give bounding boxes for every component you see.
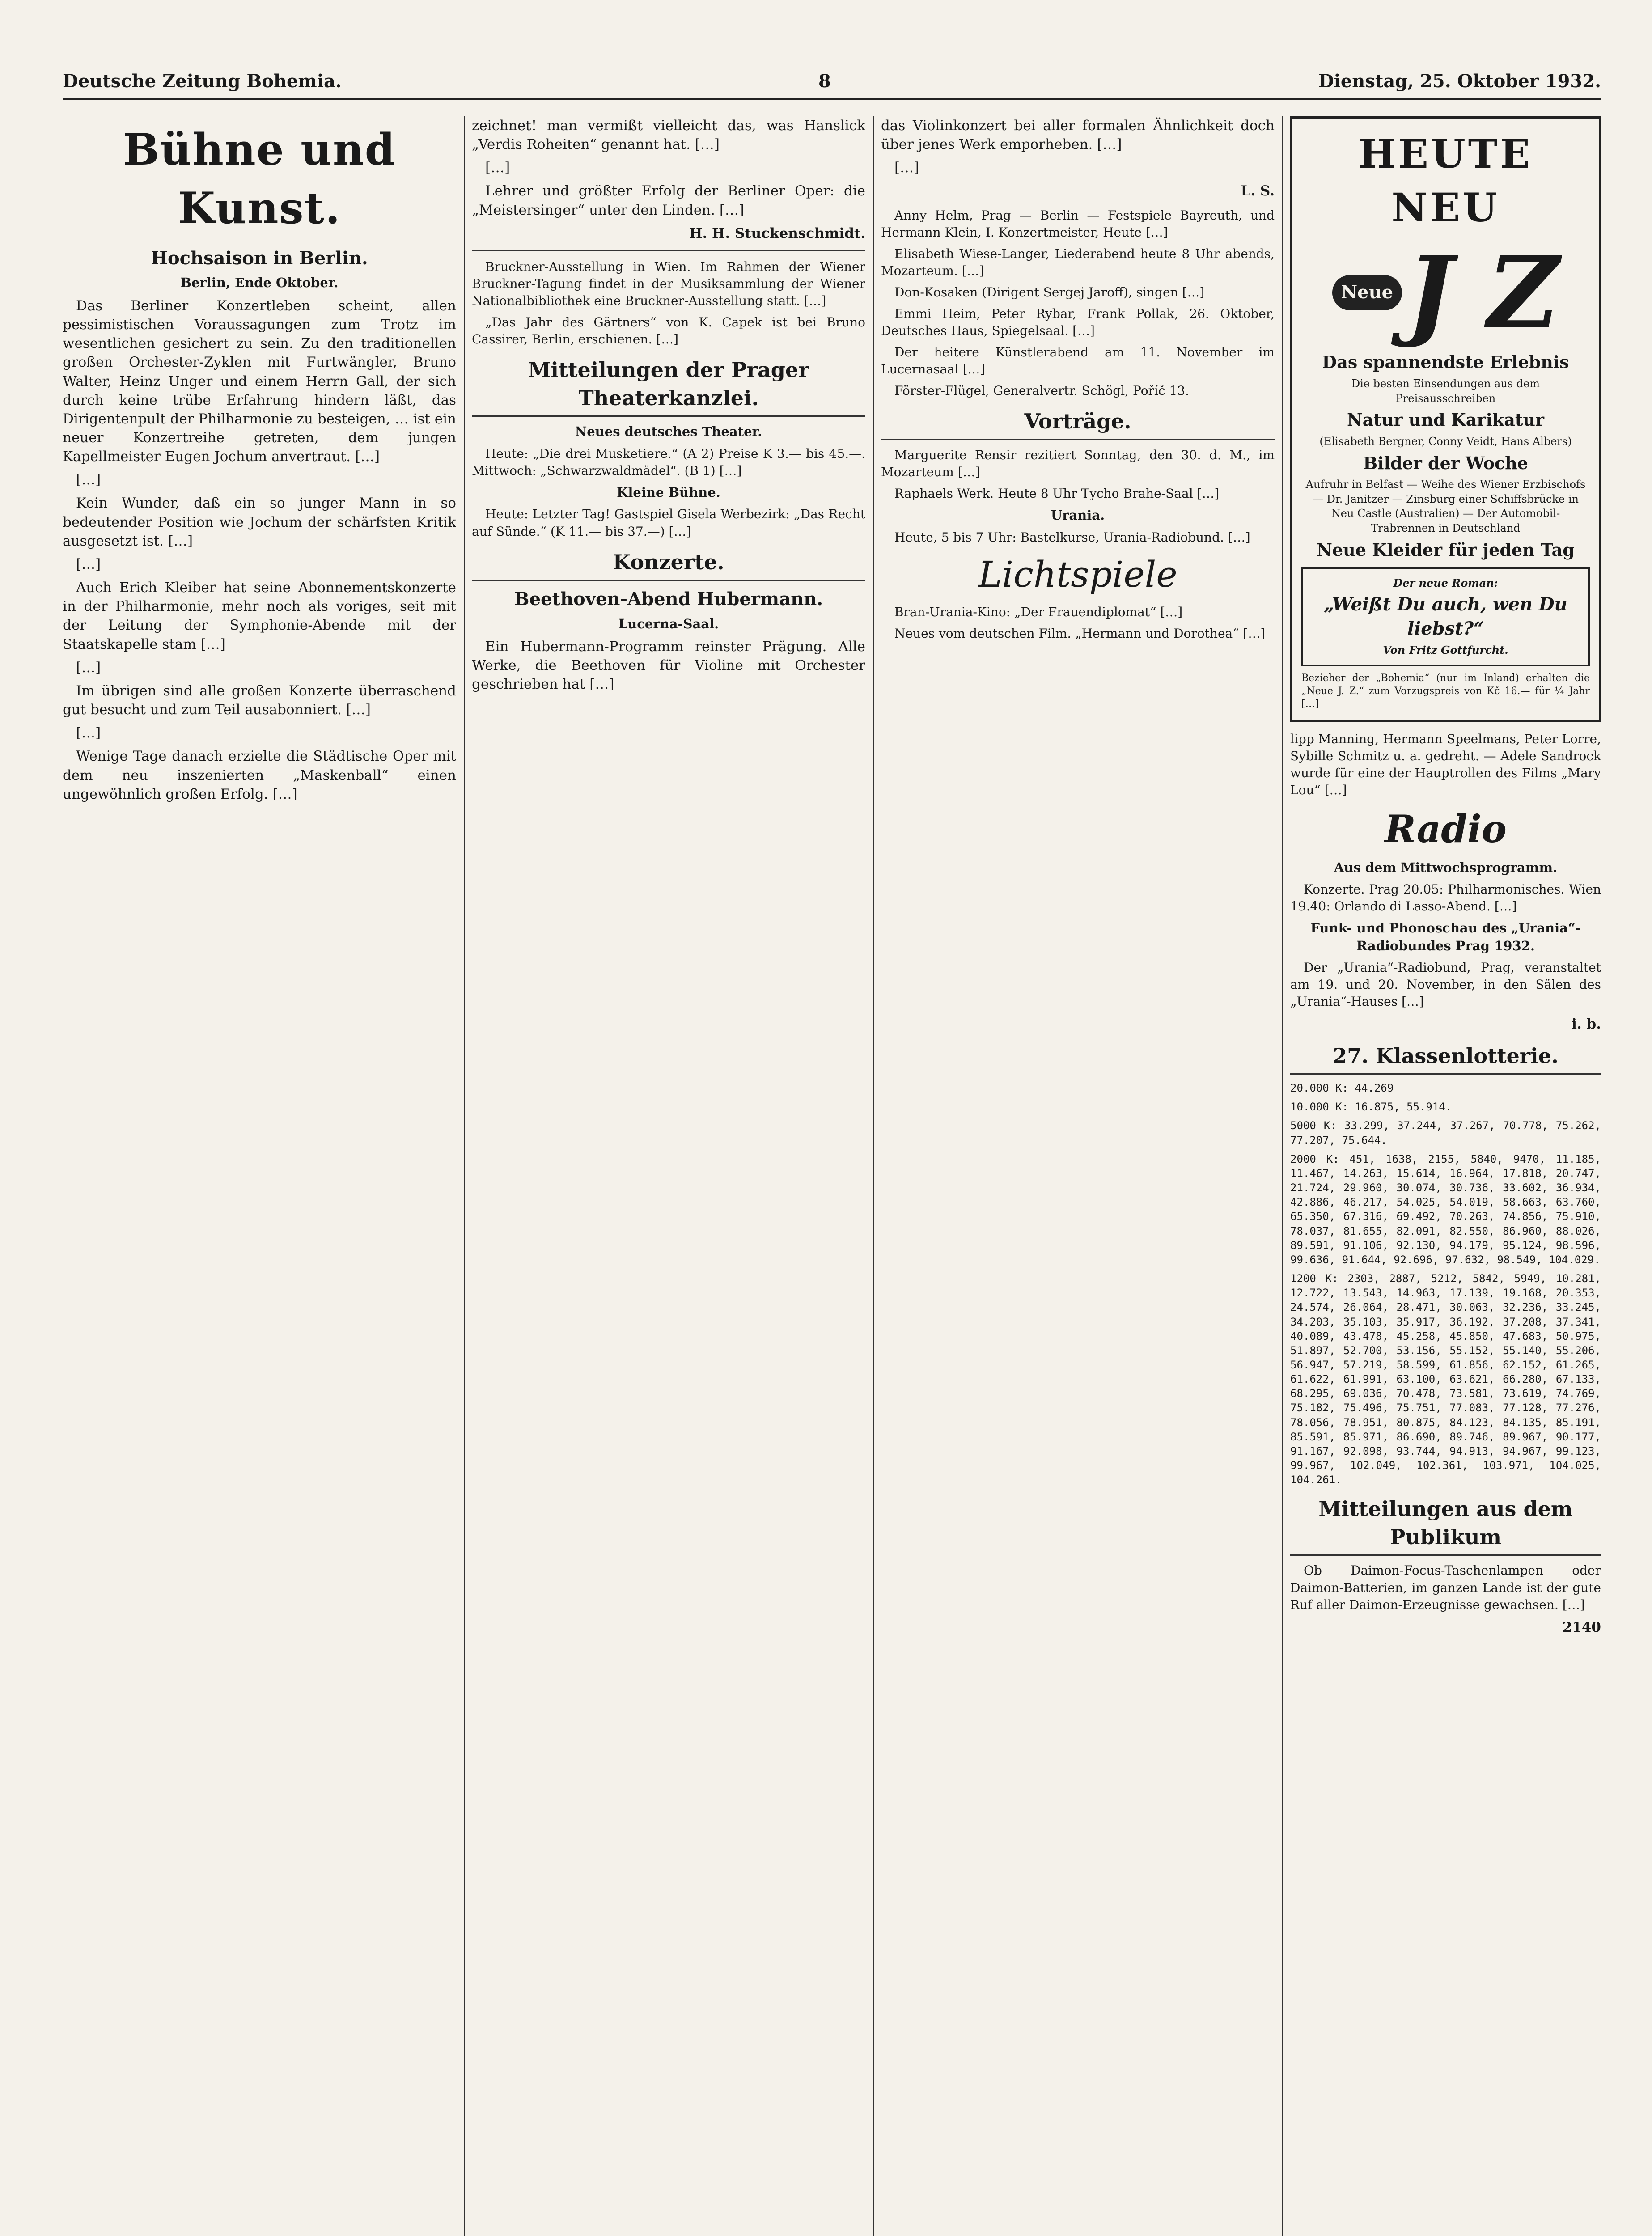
article-dateline: Berlin, Ende Oktober. [180,275,339,291]
ad-fine-print: Bezieher der „Bohemia“ (nur im Inland) erhalten die „Neue J. Z.“ zum Vorzugspreis von Kč 16.— für ¼ Jahr […] [1301,673,1590,710]
kleine-buehne-heading: Kleine Bühne. [617,485,720,500]
article-paragraph: […] [894,160,919,176]
ad-feature: Natur und Karikatur [1347,410,1545,430]
kleine-buehne-program: Heute: Letzter Tag! Gastspiel Gisela Werbezirk: „Das Recht auf Sünde.“ (K 11.— bis 37.—) […] [472,507,865,539]
page-header [63,67,1601,100]
article-paragraph: Im übrigen sind alle großen Konzerte überraschend gut besucht und zum Teil ausabonniert. […] [63,682,456,718]
theater-subheading: Neues deutsches Theater. [575,424,762,440]
notice: Elisabeth Wiese-Langer, Liederabend heute 8 Uhr abends, Mozarteum. […] [881,246,1275,278]
article-signature: i. b. [1572,1016,1601,1033]
article-paragraph: […] [76,556,101,572]
film-notice: Bran-Urania-Kino: „Der Frauendiplomat“ […] [894,604,1183,619]
ad-headline: HEUTE NEU [1358,131,1533,231]
article-signature: H. H. Stuckenschmidt. [689,225,865,241]
radio-heading: Radio [1385,806,1507,851]
article-paragraph: das Violinkonzert bei aller formalen Ähnlichkeit doch über jenes Werk emporheben. […] [881,118,1275,153]
article-paragraph: Auch Erich Kleiber hat seine Abonnementskonzerte in der Philharmonie, mehr noch als voriges, seit mit der Leitung der Symphonie-Abende mit der Staatskapelle stam […] [63,580,456,652]
lottery-line: 10.000 K: 16.875, 55.914. [1290,1101,1452,1114]
ad-novel-box [1301,567,1590,666]
notice: „Das Jahr des Gärtners“ von K. Capek ist bei Bruno Cassirer, Berlin, erschienen. […] [472,315,865,347]
lottery-line: 2000 K: 451, 1638, 2155, 5840, 9470, 11.185, 11.467, 14.263, 15.614, 16.964, 17.818, 20.747, 21.724, 29.960, 30.074, 30.736, 33.602, 36.934, 42.886, 46.217, 54.025, 54.019, 58.663, 63.760, 65.350, 67.316, 69.492, 70.263, 74.856, 75.910, 78.037, 81.655, 82.091, 82.550, 86.960, 88.026, 89.591, 91.106, 92.130, 94.179, 95.124, 98.596, 99.636, 91.644, 92.696, 97.632, 98.549, 104.029. [1290,1152,1601,1266]
lottery-line: 1200 K: 2303, 2887, 5212, 5842, 5949, 10.281, 12.722, 13.543, 14.963, 17.139, 19.168, 20.353, 24.574, 26.064, 28.471, 30.063, 32.236, 33.245, 34.203, 35.103, 35.917, 36.192, 37.208, 37.341, 40.089, 43.478, 45.258, 45.850, 47.683, 50.975, 51.897, 52.700, 53.156, 55.152, 55.140, 55.206, 56.947, 57.219, 58.599, 61.856, 62.152, 61.265, 61.622, 61.991, 63.100, 63.621, 66.280, 67.133, 68.295, 69.036, 70.478, 73.581, 73.619, 74.769, 75.182, 75.496, 75.751, 77.083, 77.128, 77.276, 78.056, 78.951, 80.875, 84.123, 84.135, 85.191, 85.591, 85.971, 86.690, 89.746, 89.967, 90.177, 91.167, 92.098, 93.744, 94.913, 94.967, 99.123, 99.967, 102.049, 102.361, 103.971, 104.025, 104.261. [1290,1272,1601,1486]
issue-date: Dienstag, 25. Oktober 1932. [1318,71,1601,92]
article-paragraph: […] [76,725,101,741]
newspaper-name: Deutsche Zeitung Bohemia. [63,71,342,92]
notice: Anny Helm, Prag — Berlin — Festspiele Bayreuth, und Hermann Klein, I. Konzertmeister, Heute […] [881,208,1275,240]
urania-heading: Urania. [1051,508,1105,523]
column-2 [472,116,865,2236]
ad-feature: Bilder der Woche [1363,453,1528,473]
urania-radio-text: Der „Urania“-Radiobund, Prag, veranstaltet am 19. und 20. November, in den Sälen des „Urania“-Hauses […] [1290,960,1601,1009]
publikum-heading: Mitteilungen aus dem Publikum [1290,1495,1601,1556]
column-4 [1290,116,1601,2236]
notice: Bruckner-Ausstellung in Wien. Im Rahmen der Wiener Bruckner-Tagung findet in der Musiksammlung der Wiener Nationalbibliothek eine Bruckner-Ausstellung statt. […] [472,259,865,309]
lottery-heading: 27. Klassenlotterie. [1290,1042,1601,1075]
concert-title: Beethoven-Abend Hubermann. [514,589,823,610]
notice: Der heitere Künstlerabend am 11. November im Lucernasaal […] [881,345,1275,377]
lottery-line: 20.000 K: 44.269 [1290,1082,1394,1095]
article-paragraph: […] [485,160,510,176]
ad-feature-sub: Aufruhr in Belfast — Weihe des Wiener Erzbischofs — Dr. Janitzer — Zinsburg einer Schiffsbrücke in Neu Castle (Australien) — Der Automobil-Trabrennen in Deutschland [1305,478,1586,535]
ad-feature-sub: Die besten Einsendungen aus dem Preisausschreiben [1351,377,1540,405]
lecture-notice: Marguerite Rensir rezitiert Sonntag, den 30. d. M., im Mozarteum […] [881,447,1275,480]
lottery-results [1290,1081,1601,1487]
column-rule [1282,116,1283,2236]
theater-program: Heute: „Die drei Musketiere.“ (A 2) Preise K 3.— bis 45.—. Mittwoch: „Schwarzwaldmädel“. (B 1) […] [472,446,865,478]
article-paragraph: lipp Manning, Hermann Speelmans, Peter Lorre, Sybille Schmitz u. a. gedreht. — Adele Sandrock wurde für eine der Hauptrollen des Films „Mary Lou“ […] [1290,732,1601,798]
ad-feature: Das spannendste Erlebnis [1322,352,1569,373]
column-3 [881,116,1275,2236]
section-heading: Bühne und Kunst. [123,124,396,233]
page-number: 8 [818,71,831,92]
jz-logo [1301,234,1590,351]
publikum-text: Ob Daimon-Focus-Taschenlampen oder Daimon-Batterien, im ganzen Lande ist der gute Ruf aller Daimon-Erzeugnisse gewachsen. […] [1290,1563,1601,1612]
ad-number: 2140 [1562,1619,1601,1635]
notice: Emmi Heim, Peter Rybar, Frank Pollak, 26. Oktober, Deutsches Haus, Spiegelsaal. […] [881,306,1275,339]
ad-logo-text: J Z [1406,234,1559,351]
ad-feature-sub: (Elisabeth Bergner, Conny Veidt, Hans Albers) [1319,435,1572,448]
ad-novel-title: „Weißt Du auch, wen Du liebst?“ [1324,594,1567,639]
column-rule [873,116,874,2236]
divider [472,250,865,251]
lottery-line: 5000 K: 33.299, 37.244, 37.267, 70.778, 75.262, 77.207, 75.644. [1290,1119,1601,1147]
newspaper-page [63,67,1601,2236]
theater-heading: Mitteilungen der Prager Theaterkanzlei. [472,356,865,417]
concert-venue: Lucerna-Saal. [618,616,719,631]
ad-neue-label: Neue [1332,275,1402,310]
column-1 [63,116,456,2236]
article-paragraph: […] [76,472,101,488]
article-paragraph: zeichnet! man vermißt vielleicht das, was Hanslick „Verdis Roheiten“ genannt hat. […] [472,118,865,153]
lecture-notice: Raphaels Werk. Heute 8 Uhr Tycho Brahe-Saal […] [894,486,1220,501]
article-paragraph: Lehrer und größter Erfolg der Berliner Oper: die „Meistersinger“ unter den Linden. […] [472,183,865,218]
article-paragraph: Kein Wunder, daß ein so junger Mann in so bedeutender Position wie Jochum der schärfsten Kritik ausgesetzt ist. […] [63,495,456,549]
film-notice: Neues vom deutschen Film. „Hermann und Dorothea“ […] [894,626,1266,641]
lichtspiele-heading: Lichtspiele [978,553,1178,595]
konzerte-heading: Konzerte. [472,548,865,581]
article-paragraph: Wenige Tage danach erzielte die Städtische Oper mit dem neu inszenierten „Maskenball“ einen ungewöhnlich großen Erfolg. […] [63,748,456,802]
urania-program: Heute, 5 bis 7 Uhr: Bastelkurse, Urania-Radiobund. […] [894,529,1250,545]
ad-feature: Neue Kleider für jeden Tag [1317,539,1575,560]
urania-radio-heading: Funk- und Phonoschau des „Urania“-Radiobundes Prag 1932. [1310,920,1581,953]
ad-novel-label: Der neue Roman: [1393,576,1498,590]
article-paragraph: […] [76,659,101,676]
column-rule [464,116,465,2236]
concert-review: Ein Hubermann-Programm reinster Prägung. Alle Werke, die Beethoven für Violine mit Orchester geschrieben hat […] [472,638,865,693]
radio-program: Konzerte. Prag 20.05: Philharmonisches. Wien 19.40: Orlando di Lasso-Abend. […] [1290,882,1601,914]
advertisement-jz [1290,116,1601,722]
notice: Förster-Flügel, Generalvertr. Schögl, Poříč 13. [894,383,1189,398]
radio-subheading: Aus dem Mittwochsprogramm. [1334,860,1558,875]
ad-novel-author: Von Fritz Gottfurcht. [1383,643,1508,656]
article-signature: L. S. [1241,183,1275,199]
notice: Don-Kosaken (Dirigent Sergej Jaroff), singen […] [894,284,1205,300]
vortraege-heading: Vorträge. [881,407,1275,440]
article-paragraph: Das Berliner Konzertleben scheint, allen pessimistischen Voraussagungen zum Trotz im wesentlichen gesichert zu sein. Zu den traditionellen großen Orchester-Zyklen mit Furtwängler, Bruno Walter, Heinz Unger und einem Herrn Gall, der sich durch keine trübe Erfahrung hindern läßt, das Dirigentenpult der Philharmonie zu besteigen, … ist ein neuer Konzertreihe getreten, dem jungen Kapellmeister Eugen Jochum anvertraut. […] [63,297,456,465]
article-title: Hochsaison in Berlin. [151,248,368,269]
